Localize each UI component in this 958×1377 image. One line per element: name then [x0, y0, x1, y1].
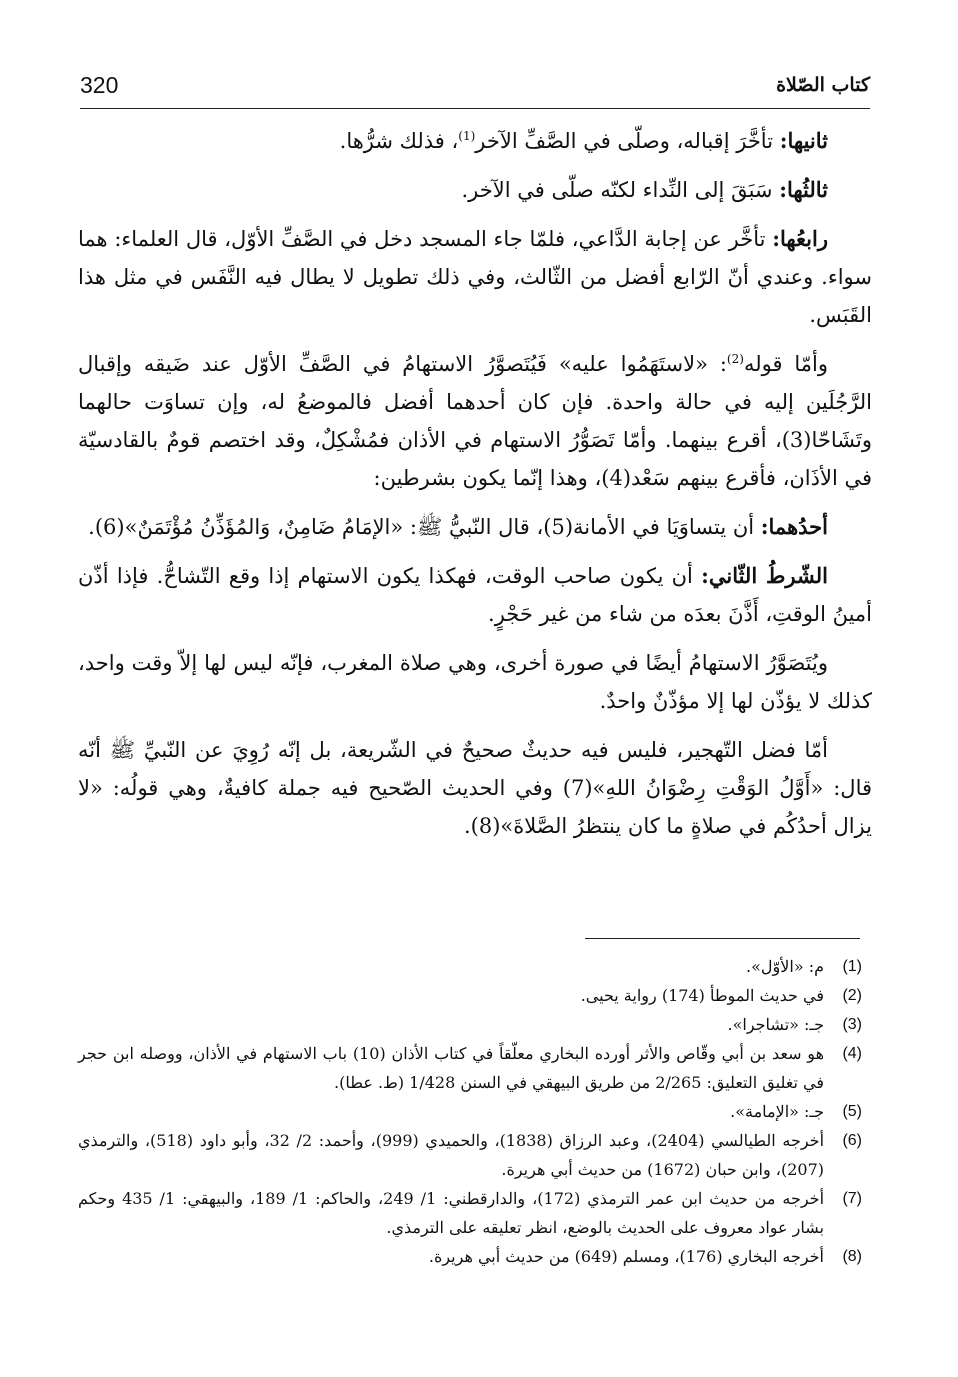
footnote-number: (2)	[842, 987, 862, 1004]
paragraph-text: تأخَّرَ إقباله، وصلّى في الصَّفِّ الآخر	[475, 129, 780, 153]
footnote	[78, 981, 862, 1010]
footnote	[78, 1126, 862, 1184]
paragraph	[78, 731, 872, 845]
footnote-text: هو سعد بن أبي وقّاص والأثر أورده البخاري معلّقاً في كتاب الأذان (10) باب الاستهام في الأذان، ووصله ابن حجر في تغليق التعليق: 2/265 من طريق البيهقي في السنن 1/428 (ط. عطا).	[78, 1044, 825, 1092]
paragraph-lead: ثانيها:	[779, 128, 828, 153]
paragraph-text: أن يتساوَيَا في الأمانة(5)، قال النّبيُّ ﷺ: «الإمَامُ ضَامِنٌ، وَالمُؤَذِّنُ مُؤْتَمَنٌ»(6).	[88, 515, 761, 539]
main-text	[78, 122, 872, 856]
footnote-ref[interactable]: (1)	[458, 129, 476, 143]
footnote-text: في حديث الموطأ (174) رواية يحيى.	[580, 986, 824, 1005]
footnotes	[78, 952, 862, 1271]
footnote	[78, 1039, 862, 1097]
footnote	[78, 1242, 862, 1271]
page-header	[80, 68, 870, 109]
paragraph	[78, 345, 872, 497]
paragraph-lead: ثالثُها:	[779, 177, 828, 202]
page-number: 320	[80, 72, 119, 98]
paragraph-text: ويُتَصَوَّرُ الاستهامُ أيضًا في صورة أخرى، وهي صلاة المغرب، فإنّه ليس لها إلاّ وقت واحد، كذلك لا يؤذّن لها إلا مؤذّنٌ واحدٌ.	[78, 651, 872, 713]
paragraph	[78, 557, 872, 633]
paragraph-lead: الشّرطُ الثّاني:	[701, 563, 828, 588]
footnote-text: جـ: «الإمامة».	[730, 1102, 824, 1121]
footnote-number: (1)	[842, 958, 862, 975]
paragraph-text: أن يكون صاحب الوقت، فهكذا يكون الاستهام إذا وقع التّشاحُّ. فإذا أذّن أمينُ الوقتِ، أَذَّنَ بعدَه من شاء من غير حَجْرٍ.	[78, 564, 872, 626]
footnote	[78, 952, 862, 981]
footnote	[78, 1184, 862, 1242]
footnote-text: جـ: «تشاجرا».	[727, 1015, 824, 1034]
paragraph	[78, 122, 872, 160]
footnote-text: أخرجه البخاري (176)، ومسلم (649) من حديث أبي هريرة.	[428, 1247, 824, 1266]
footnote-number: (8)	[842, 1248, 862, 1265]
footnote-number: (5)	[842, 1103, 862, 1120]
paragraph-text: تأخَّر عن إجابة الدَّاعي، فلمّا جاء المسجد دخل في الصَّفِّ الأوّل، قال العلماء: هما سواء. وعندي أنّ الرّابع أفضل من الثّالث، وفي ذلك تطويل لا يطال فيه النَّفَس في مثل هذا القَبَس.	[78, 227, 872, 327]
paragraph-lead: رابعُها:	[772, 226, 828, 251]
paragraph-text: سَبَقَ إلى النِّداء لكنّه صلّى في الآخر.	[461, 178, 780, 202]
footnote-number: (3)	[842, 1016, 862, 1033]
footnote	[78, 1097, 862, 1126]
paragraph	[78, 171, 872, 209]
footnote	[78, 1010, 862, 1039]
footnote-number: (4)	[842, 1045, 862, 1062]
footnote-ref[interactable]: (2)	[726, 352, 744, 366]
footnote-text: أخرجه الطيالسي (2404)، وعبد الرزاق (1838)، والحميدي (999)، وأحمد: 2/ 32، وأبو داود (518)، والترمذي (207)، وابن حبان (1672) من حديث أبي هريرة.	[78, 1131, 825, 1179]
paragraph-tail: : «لاستَهَمُوا عليه» فَيُتَصوَّرُ الاستهامُ في الصَّفِّ الأوّل عند ضَيقه وإقبال الرَّجُلَين إليه في حالة واحدة. فإن كان أحدهما أفضل فالموضعُ له، وإن تساوَت حالهما وتَشَاحّا(3)، أقرع بينهما. وأمّا تَصَوُّرُ الاستهام في الأذان فمُشْكِلٌ، وقد اختصم قومٌ بالقادسيّة في الأذَان، فأقرع بينهم سَعْد(4)، وهذا إنّما يكون بشرطين:	[78, 352, 872, 490]
footnote-separator	[585, 938, 860, 939]
paragraph-lead: وأمّا قوله	[743, 352, 829, 376]
paragraph	[78, 508, 872, 546]
paragraph-text: أمّا فضل التّهجير، فليس فيه حديثٌ صحيحٌ في الشّريعة، بل إنّه رُوِيَ عن النّبيِّ ﷺ أنّه قال: «أَوَّلُ الوَقْتِ رِضْوَانُ اللهِ»(7) وفي الحديث الصّحيح فيه جملة كافيةٌ، وهي قولُه: «لا يزال أحدُكُم في صلاةٍ ما كان ينتظرُ الصَّلاةَ»(8).	[78, 738, 873, 838]
footnote-text: أخرجه من حديث ابن عمر الترمذي (172)، والدارقطني: 1/ 249، والحاكم: 1/ 189، والبيهقي: 1/ 435 وحكم بشار عواد معروف على الحديث بالوضع، انظر تعليقه على الترمذي.	[78, 1189, 825, 1237]
paragraph	[78, 220, 872, 334]
paragraph	[78, 644, 872, 720]
paragraph-lead: أحدُهما:	[760, 514, 828, 539]
paragraph-tail: ، فذلك شرُّها.	[339, 129, 459, 153]
footnote-text: م: «الأوّل».	[746, 957, 824, 976]
footnote-number: (6)	[842, 1132, 862, 1149]
footnote-number: (7)	[842, 1190, 862, 1207]
running-title: كتاب الصّلاة	[776, 74, 870, 96]
